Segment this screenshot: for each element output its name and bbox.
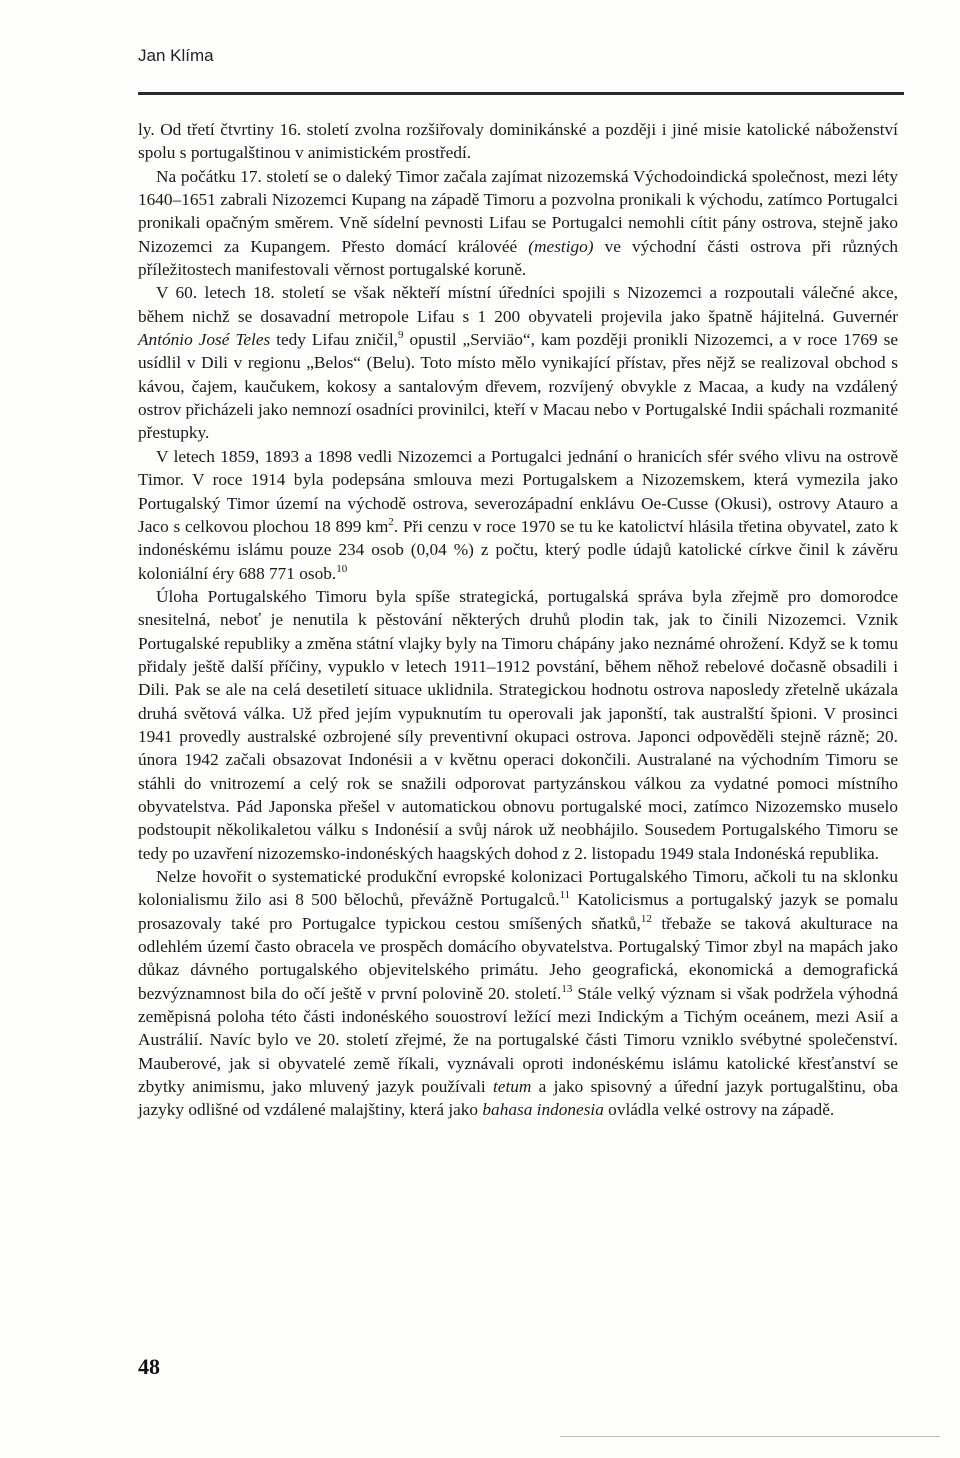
text-run: Stále velký význam si však podržela výhodná zeměpisná poloha této části indonéského souostroví ležící mezi Indickým a Tichým oceánem, mezi Asií a Austrálií. Navíc bylo ve 20. století zřejmé, že na portugalské části Timoru vzniklo svébytné společenství. Mauberové, jak si obyvatelé země říkali, vyznávali oproti indonéskému islámu katolické křesťanství se zbytky animismu, jako mluvený jazyk používali xyxy=(138,983,899,1097)
text-run: V letech 1859, 1893 a 1898 vedli Nizozemci a Portugalci jednání o hranicích sfér svého vlivu na ostrově Timor. V roce 1914 byla podepsána smlouva mezi Portugalskem a Nizozemskem, která vymezila jako Portugalský Timor území na východě ostrova, severozápadní enklávu Oe-Cusse (Okusi), ostrovy Atauro a Jaco s celkovou plochou 18 899 km xyxy=(138,446,898,536)
body-text xyxy=(138,118,898,1122)
text-run: Nelze hovořit o systematické produkční evropské kolonizaci Portugalského Timoru, ačkoli tu na sklonku kolonialismu žilo asi 8 500 bělochů, převážně Portugalců. xyxy=(138,867,898,910)
text-run: opustil „Serviäo“, kam později pronikli Nizozemci, a v roce 1769 se usídlil v Dili v regionu „Belos“ (Belu). Toto místo mělo vynikající přístav, přes nějž se realizoval obchod s kávou, čajem, kaučukem, kokosy a santalovým dřevem, rozvíjený obvykle z Macaa, a kudy na vzdálený ostrov přicházeli jako nemnozí osadníci provinilci, kteří v Macau nebo v Portugalské Indii spáchali rozmanité přestupky. xyxy=(138,330,898,443)
footnote-marker: 13 xyxy=(561,982,573,995)
page-number: 48 xyxy=(138,1354,160,1379)
text-run: tedy Lifau zničil, xyxy=(270,330,398,350)
text-run: ovládla velké ostrovy na západě. xyxy=(603,1100,835,1120)
paragraph xyxy=(138,118,898,165)
text-run: Na počátku 17. století se o daleký Timor začala zajímat nizozemská Východoindická společnost, mezi léty 1640–1651 zabrali Nizozemci Kupang na západě Timoru a pozvolna pronikali k východu, zatímco Portugalci pronikali opačným směrem. Vně sídelní pevnosti Lifau se Portugalci nemohli cítit pány ostrova, stejně jako Nizozemci za Kupangem. Přesto domácí královéé xyxy=(138,166,898,256)
italic-term: (mestigo) xyxy=(528,236,594,256)
footnote-marker: 11 xyxy=(559,889,571,902)
text-run: ve východní části ostrova při různých příležitostech manifestovali věrnost portugalské koruně. xyxy=(138,236,898,280)
header-rule xyxy=(138,92,904,95)
footnote-marker: 9 xyxy=(397,329,404,342)
footnote-marker: 2 xyxy=(388,516,394,529)
paragraph xyxy=(138,585,898,865)
text-run: a jako spisovný a úřední jazyk portugalštinu, oba jazyky odlišné od vzdálené malajštiny, která jako xyxy=(138,1077,898,1120)
footnote-marker: 12 xyxy=(640,912,652,925)
italic-term: bahasa indonesia xyxy=(482,1100,604,1120)
footnote-marker: 10 xyxy=(336,562,348,575)
italic-term: tetum xyxy=(492,1077,532,1097)
text-run: třebaže se taková akulturace na odlehlém území často obracela ve prospěch domácího obyvatelstva. Portugalský Timor zbyl na mapách jako důkaz dávného portugalského objevitelského primátu. Jeho geografická, ekonomická a demografická bezvýznamnost bila do očí ještě v první polovině 20. století. xyxy=(138,913,898,1003)
text-run: V 60. letech 18. století se však někteří místní úředníci spojili s Nizozemci a rozpoutali válečné akce, během nichž se dosavadní metropole Lifau s 1 200 obyvateli projevila jako špatně hájitelná. Guvernér xyxy=(138,283,898,326)
text-run: . Při cenzu v roce 1970 se tu ke katolictví hlásila třetina obyvatel, zato k indonéskému islámu pouze 234 osob (0,04 %) z počtu, který podle údajů katolické církve činil k závěru koloniální éry 688 771 osob. xyxy=(138,516,898,583)
paragraph xyxy=(138,445,898,585)
running-head: Jan Klíma xyxy=(138,46,214,65)
text-run: ly. Od třetí čtvrtiny 16. století zvolna rozšiřovaly dominikánské a později i jiné misie katolické náboženství spolu s portugalštinou v animistickém prostředí. xyxy=(138,120,898,163)
italic-term: António José Teles xyxy=(138,330,271,350)
text-run: Katolicismus a portugalský jazyk se pomalu prosazovaly také pro Portugalce typickou cestou smíšených sňatků, xyxy=(138,890,899,933)
paragraph xyxy=(138,281,898,444)
text-run: Úloha Portugalského Timoru byla spíše strategická, portugalská správa byla zřejmě pro domorodce snesitelná, neboť je nenutila k pěstování některých druhů plodin tak, jak to činili Nizozemci. Vznik Portugalské republiky a změna státní vlajky byly na Timoru chápány jako neznámé ohrožení. Když se k tomu přidaly ještě další příčiny, vypuklo v letech 1911–1912 povstání, během něhož rebelové dočasně obsadili i Dili. Pak se ale na celá desetiletí situace uklidnila. Strategickou hodnotu ostrova naposledy zřetelně ukázala druhá světová válka. Už před jejím vypuknutím tu operovali jak japonští, tak australští špioni. V prosinci 1941 provedly australské ozbrojené síly preventivní okupaci ostrova. Japonci odpověděli stejně rázně; 20. února 1942 začali obsazovat Indonésii a v květnu operaci dokončili. Australané na východním Timoru se stáhli do vnitrozemí a celý rok se snažili odporovat partyzánskou válkou za vydatné pomoci místního obyvatelstva. Pád Japonska přešel v automatickou obnovu portugalské moci, zatímco Nizozemsko muselo podstoupit několikaletou válku s Indonésií a svůj nárok už neobhájilo. Sousedem Portugalského Timoru se tedy po uzavření nizozemsko-indonéských haagských dohod z 2. listopadu 1949 stala Indonéská republika. xyxy=(138,586,898,863)
paragraph xyxy=(138,865,898,1122)
paragraph xyxy=(138,165,898,282)
footer-rule xyxy=(560,1436,940,1437)
